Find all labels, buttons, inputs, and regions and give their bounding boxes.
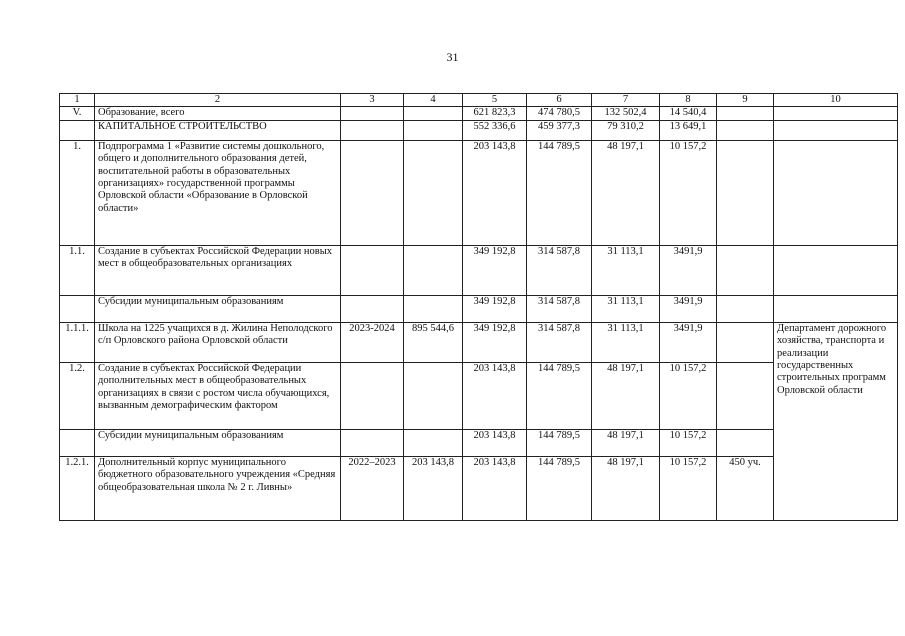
row-cost: 203 143,8 xyxy=(404,456,463,520)
row-col8: 10 157,2 xyxy=(660,362,717,429)
row-col9 xyxy=(717,362,774,429)
header-cell: 1 xyxy=(60,94,95,107)
row-cost xyxy=(404,140,463,245)
table-row xyxy=(60,362,898,429)
row-cost xyxy=(404,107,463,120)
row-col9 xyxy=(717,120,774,140)
row-number xyxy=(60,295,95,322)
page-number: 31 xyxy=(446,50,459,64)
row-col6: 144 789,5 xyxy=(527,362,592,429)
table-row xyxy=(60,140,898,245)
table-row xyxy=(60,245,898,295)
row-col5: 203 143,8 xyxy=(463,429,527,456)
row-col5: 349 192,8 xyxy=(463,295,527,322)
row-col9 xyxy=(717,140,774,245)
row-col10 xyxy=(774,140,898,245)
row-col10 xyxy=(774,295,898,322)
row-col6: 314 587,8 xyxy=(527,245,592,295)
row-col10 xyxy=(774,245,898,295)
row-name: Субсидии муниципальным образованиям xyxy=(95,429,341,456)
header-cell: 7 xyxy=(592,94,660,107)
row-number: 1.2. xyxy=(60,362,95,429)
row-col9: 450 уч. xyxy=(717,456,774,520)
header-cell: 2 xyxy=(95,94,341,107)
row-col7: 48 197,1 xyxy=(592,429,660,456)
table-row xyxy=(60,429,898,456)
row-col5: 621 823,3 xyxy=(463,107,527,120)
row-name: Школа на 1225 учащихся в д. Жилина Неполодского с/п Орловского района Орловской области xyxy=(95,322,341,362)
row-col7: 31 113,1 xyxy=(592,322,660,362)
row-cost xyxy=(404,362,463,429)
row-period xyxy=(341,362,404,429)
row-col5: 203 143,8 xyxy=(463,456,527,520)
row-number: 1.2.1. xyxy=(60,456,95,520)
row-number: 1.1. xyxy=(60,245,95,295)
row-col8: 3491,9 xyxy=(660,322,717,362)
row-col7: 79 310,2 xyxy=(592,120,660,140)
row-number: 1. xyxy=(60,140,95,245)
row-col9 xyxy=(717,107,774,120)
row-cost xyxy=(404,295,463,322)
row-col8: 14 540,4 xyxy=(660,107,717,120)
table-row xyxy=(60,322,898,362)
row-col8: 10 157,2 xyxy=(660,140,717,245)
row-name: Подпрограмма 1 «Развитие системы дошкольного, общего и дополнительного образования детей, воспитательной работы в образовательных организациях» государственной программы Орловской области «Образование в Орловской области» xyxy=(95,140,341,245)
table-row xyxy=(60,456,898,520)
row-col10 xyxy=(774,120,898,140)
responsible-department: Департамент дорожного хозяйства, транспорта и реализации государственных строительных программ Орловской области xyxy=(774,322,898,520)
header-cell: 10 xyxy=(774,94,898,107)
row-col6: 144 789,5 xyxy=(527,456,592,520)
header-cell: 9 xyxy=(717,94,774,107)
row-col8: 10 157,2 xyxy=(660,456,717,520)
row-col8: 10 157,2 xyxy=(660,429,717,456)
row-col8: 3491,9 xyxy=(660,245,717,295)
row-cost xyxy=(404,120,463,140)
row-col9 xyxy=(717,322,774,362)
table-row xyxy=(60,120,898,140)
table-row xyxy=(60,295,898,322)
row-col7: 31 113,1 xyxy=(592,295,660,322)
row-col6: 144 789,5 xyxy=(527,429,592,456)
row-col6: 314 587,8 xyxy=(527,322,592,362)
row-col9 xyxy=(717,429,774,456)
row-col5: 349 192,8 xyxy=(463,322,527,362)
row-cost xyxy=(404,245,463,295)
row-col7: 132 502,4 xyxy=(592,107,660,120)
row-col6: 144 789,5 xyxy=(527,140,592,245)
row-period xyxy=(341,140,404,245)
row-col9 xyxy=(717,245,774,295)
row-period xyxy=(341,107,404,120)
row-col10 xyxy=(774,107,898,120)
row-number: 1.1.1. xyxy=(60,322,95,362)
row-col6: 459 377,3 xyxy=(527,120,592,140)
header-cell: 5 xyxy=(463,94,527,107)
row-cost: 895 544,6 xyxy=(404,322,463,362)
row-name: Образование, всего xyxy=(95,107,341,120)
row-col7: 48 197,1 xyxy=(592,456,660,520)
row-col6: 474 780,5 xyxy=(527,107,592,120)
row-col7: 31 113,1 xyxy=(592,245,660,295)
row-period: 2022–2023 xyxy=(341,456,404,520)
row-period: 2023-2024 xyxy=(341,322,404,362)
row-period xyxy=(341,295,404,322)
row-name: Дополнительный корпус муниципального бюджетного образовательного учреждения «Средняя общеобразовательная школа № 2 г. Ливны» xyxy=(95,456,341,520)
row-col9 xyxy=(717,295,774,322)
table-row xyxy=(60,107,898,120)
row-col7: 48 197,1 xyxy=(592,140,660,245)
row-col8: 13 649,1 xyxy=(660,120,717,140)
budget-table xyxy=(59,93,898,521)
row-col8: 3491,9 xyxy=(660,295,717,322)
row-period xyxy=(341,429,404,456)
row-number xyxy=(60,120,95,140)
row-col7: 48 197,1 xyxy=(592,362,660,429)
header-cell: 8 xyxy=(660,94,717,107)
row-col6: 314 587,8 xyxy=(527,295,592,322)
row-number: V. xyxy=(60,107,95,120)
header-cell: 4 xyxy=(404,94,463,107)
row-name: КАПИТАЛЬНОЕ СТРОИТЕЛЬСТВО xyxy=(95,120,341,140)
row-name: Субсидии муниципальным образованиям xyxy=(95,295,341,322)
row-number xyxy=(60,429,95,456)
row-period xyxy=(341,120,404,140)
row-col5: 203 143,8 xyxy=(463,362,527,429)
header-cell: 6 xyxy=(527,94,592,107)
header-cell: 3 xyxy=(341,94,404,107)
row-name: Создание в субъектах Российской Федерации дополнительных мест в общеобразовательных организациях в связи с ростом числа обучающихся, вызванным демографическим фактором xyxy=(95,362,341,429)
row-cost xyxy=(404,429,463,456)
row-period xyxy=(341,245,404,295)
row-col5: 349 192,8 xyxy=(463,245,527,295)
row-col5: 203 143,8 xyxy=(463,140,527,245)
table-header-row xyxy=(60,94,898,107)
row-name: Создание в субъектах Российской Федерации новых мест в общеобразовательных организациях xyxy=(95,245,341,295)
row-col5: 552 336,6 xyxy=(463,120,527,140)
